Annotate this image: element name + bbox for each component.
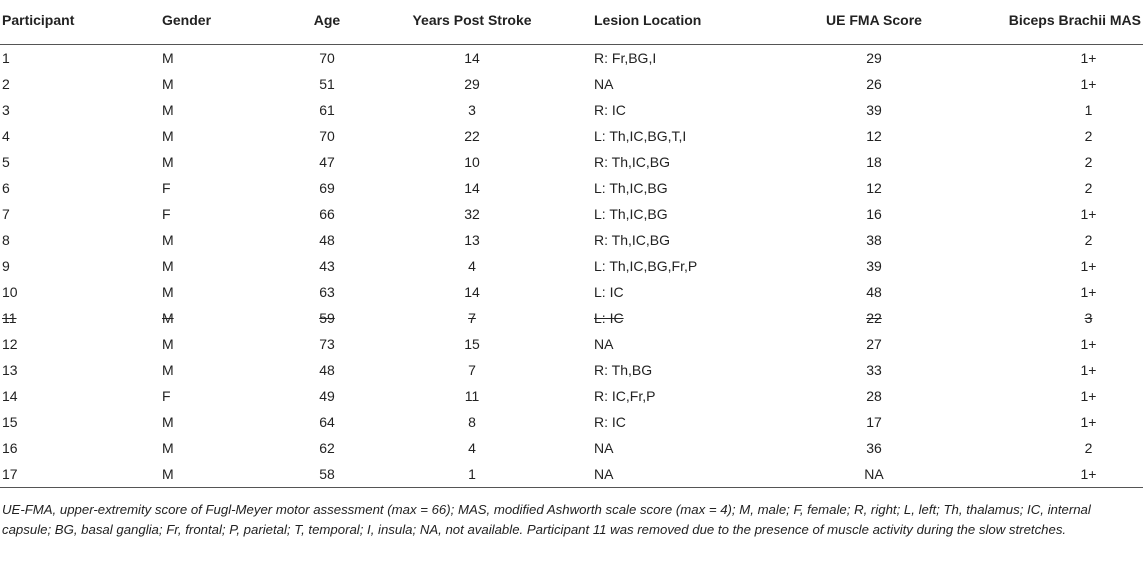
cell-gender — [162, 123, 272, 149]
cell-years-post-stroke — [382, 71, 562, 97]
cell-gender-text: M — [162, 232, 174, 248]
cell-ue-fma-score-text: 17 — [866, 414, 882, 430]
cell-years-post-stroke — [382, 279, 562, 305]
cell-lesion-location-text: NA — [594, 76, 614, 92]
cell-ue-fma-score — [784, 253, 964, 279]
cell-biceps-brachii-mas-text: 1+ — [1080, 258, 1097, 274]
cell-gender-text: F — [162, 388, 171, 404]
cell-participant — [0, 123, 162, 149]
cell-biceps-brachii-mas-text: 2 — [1084, 232, 1093, 248]
table-row — [0, 175, 1143, 201]
cell-gender — [162, 97, 272, 123]
cell-participant — [0, 71, 162, 97]
cell-lesion-location — [562, 279, 784, 305]
cell-ue-fma-score-text: 48 — [866, 284, 882, 300]
cell-years-post-stroke-text: 4 — [468, 440, 476, 456]
cell-age-text: 58 — [319, 466, 335, 482]
cell-participant-text: 6 — [2, 180, 10, 196]
cell-gender — [162, 357, 272, 383]
cell-biceps-brachii-mas-text: 1+ — [1080, 206, 1097, 222]
cell-years-post-stroke — [382, 461, 562, 488]
cell-ue-fma-score — [784, 331, 964, 357]
cell-age — [272, 227, 382, 253]
cell-years-post-stroke-text: 7 — [468, 362, 476, 378]
cell-ue-fma-score — [784, 409, 964, 435]
cell-lesion-location-text: NA — [594, 466, 614, 482]
cell-lesion-location — [562, 357, 784, 383]
cell-ue-fma-score-text: 36 — [866, 440, 882, 456]
table-row — [0, 71, 1143, 97]
cell-ue-fma-score — [784, 279, 964, 305]
cell-gender-text: M — [162, 414, 174, 430]
cell-biceps-brachii-mas — [964, 175, 1143, 201]
cell-lesion-location — [562, 461, 784, 488]
cell-participant-text: 7 — [2, 206, 10, 222]
cell-ue-fma-score — [784, 305, 964, 331]
cell-lesion-location — [562, 123, 784, 149]
cell-biceps-brachii-mas-text: 1+ — [1080, 336, 1097, 352]
cell-age — [272, 357, 382, 383]
cell-biceps-brachii-mas — [964, 201, 1143, 227]
cell-age-text: 48 — [319, 232, 335, 248]
cell-ue-fma-score-text: 22 — [866, 310, 882, 326]
cell-biceps-brachii-mas — [964, 435, 1143, 461]
cell-ue-fma-score-text: 18 — [866, 154, 882, 170]
cell-biceps-brachii-mas-text: 1+ — [1080, 76, 1097, 92]
cell-age-text: 62 — [319, 440, 335, 456]
cell-lesion-location-text: R: Th,BG — [594, 362, 653, 378]
table-row — [0, 45, 1143, 72]
cell-age-text: 69 — [319, 180, 335, 196]
cell-gender — [162, 149, 272, 175]
cell-age — [272, 201, 382, 227]
cell-lesion-location-text: L: Th,IC,BG,Fr,P — [594, 258, 698, 274]
cell-participant-text: 15 — [2, 414, 18, 430]
header-participant: Participant — [0, 0, 162, 45]
cell-age-text: 70 — [319, 128, 335, 144]
cell-lesion-location-text: NA — [594, 336, 614, 352]
cell-participant — [0, 461, 162, 488]
cell-ue-fma-score — [784, 97, 964, 123]
cell-years-post-stroke-text: 10 — [464, 154, 480, 170]
cell-participant-text: 9 — [2, 258, 10, 274]
cell-lesion-location — [562, 383, 784, 409]
cell-years-post-stroke — [382, 253, 562, 279]
cell-biceps-brachii-mas-text: 1+ — [1080, 388, 1097, 404]
cell-lesion-location — [562, 201, 784, 227]
cell-biceps-brachii-mas-text: 2 — [1084, 128, 1093, 144]
cell-years-post-stroke — [382, 357, 562, 383]
cell-gender — [162, 175, 272, 201]
cell-biceps-brachii-mas-text: 1+ — [1080, 362, 1097, 378]
header-biceps-brachii-mas: Biceps Brachii MAS — [964, 0, 1143, 45]
cell-years-post-stroke-text: 7 — [468, 310, 476, 326]
cell-biceps-brachii-mas — [964, 45, 1143, 72]
header-row — [0, 0, 1143, 45]
cell-participant — [0, 227, 162, 253]
cell-lesion-location-text: L: Th,IC,BG,T,I — [594, 128, 687, 144]
cell-ue-fma-score — [784, 149, 964, 175]
cell-participant-text: 5 — [2, 154, 10, 170]
cell-years-post-stroke-text: 29 — [464, 76, 480, 92]
cell-lesion-location — [562, 305, 784, 331]
cell-age-text: 47 — [319, 154, 335, 170]
cell-gender — [162, 253, 272, 279]
cell-years-post-stroke-text: 1 — [468, 466, 476, 482]
cell-participant — [0, 305, 162, 331]
table-row — [0, 123, 1143, 149]
cell-years-post-stroke-text: 13 — [464, 232, 480, 248]
cell-gender-text: M — [162, 466, 174, 482]
cell-age-text: 70 — [319, 50, 335, 66]
cell-biceps-brachii-mas — [964, 383, 1143, 409]
cell-participant — [0, 149, 162, 175]
cell-years-post-stroke — [382, 383, 562, 409]
cell-years-post-stroke-text: 22 — [464, 128, 480, 144]
cell-age — [272, 253, 382, 279]
header-years-post-stroke: Years Post Stroke — [382, 0, 562, 45]
cell-years-post-stroke — [382, 201, 562, 227]
cell-ue-fma-score — [784, 383, 964, 409]
cell-lesion-location — [562, 435, 784, 461]
cell-lesion-location — [562, 253, 784, 279]
cell-years-post-stroke-text: 11 — [464, 388, 480, 404]
table-row — [0, 409, 1143, 435]
cell-participant-text: 2 — [2, 76, 10, 92]
cell-ue-fma-score — [784, 123, 964, 149]
cell-lesion-location-text: L: IC — [594, 310, 624, 326]
cell-years-post-stroke-text: 14 — [464, 180, 480, 196]
cell-age-text: 59 — [319, 310, 335, 326]
cell-lesion-location — [562, 227, 784, 253]
cell-gender-text: F — [162, 206, 171, 222]
cell-participant — [0, 383, 162, 409]
table-row — [0, 357, 1143, 383]
cell-lesion-location — [562, 97, 784, 123]
cell-years-post-stroke — [382, 45, 562, 72]
cell-biceps-brachii-mas — [964, 461, 1143, 488]
table-row — [0, 305, 1143, 331]
cell-gender-text: M — [162, 50, 174, 66]
header-age: Age — [272, 0, 382, 45]
cell-age — [272, 383, 382, 409]
cell-age — [272, 45, 382, 72]
cell-ue-fma-score-text: NA — [864, 466, 884, 482]
cell-ue-fma-score — [784, 227, 964, 253]
cell-age — [272, 71, 382, 97]
cell-years-post-stroke — [382, 97, 562, 123]
cell-age — [272, 409, 382, 435]
table-footnote: UE-FMA, upper-extremity score of Fugl-Meyer motor assessment (max = 66); MAS, modified Ashworth scale score (max = 4); M, male; F, female; R, right; L, left; Th, thalamus; IC, internal capsule; BG, basal ganglia; Fr, frontal; P, parietal; T, temporal; I, insula; NA, not available. Participant 11 was removed due to the presence of muscle activity during the slow stretches. — [2, 502, 1091, 537]
cell-years-post-stroke-text: 8 — [468, 414, 476, 430]
cell-lesion-location-text: R: IC — [594, 102, 626, 118]
cell-lesion-location — [562, 331, 784, 357]
cell-gender-text: F — [162, 180, 171, 196]
cell-participant-text: 1 — [2, 50, 10, 66]
cell-ue-fma-score-text: 39 — [866, 102, 882, 118]
cell-participant-text: 3 — [2, 102, 10, 118]
cell-lesion-location — [562, 149, 784, 175]
cell-biceps-brachii-mas-text: 2 — [1084, 154, 1093, 170]
header-gender: Gender — [162, 0, 272, 45]
cell-lesion-location — [562, 175, 784, 201]
cell-gender-text: M — [162, 440, 174, 456]
cell-age-text: 49 — [319, 388, 335, 404]
cell-biceps-brachii-mas — [964, 71, 1143, 97]
cell-ue-fma-score — [784, 357, 964, 383]
cell-ue-fma-score-text: 28 — [866, 388, 882, 404]
cell-lesion-location — [562, 409, 784, 435]
cell-biceps-brachii-mas — [964, 331, 1143, 357]
cell-biceps-brachii-mas-text: 2 — [1084, 180, 1093, 196]
cell-lesion-location — [562, 71, 784, 97]
cell-age — [272, 279, 382, 305]
cell-years-post-stroke-text: 3 — [468, 102, 476, 118]
cell-gender-text: M — [162, 128, 174, 144]
cell-years-post-stroke — [382, 227, 562, 253]
cell-age-text: 66 — [319, 206, 335, 222]
cell-biceps-brachii-mas-text: 3 — [1084, 310, 1093, 326]
table-row — [0, 97, 1143, 123]
cell-participant-text: 17 — [2, 466, 18, 482]
cell-gender — [162, 201, 272, 227]
table-row — [0, 149, 1143, 175]
cell-age — [272, 123, 382, 149]
cell-gender-text: M — [162, 258, 174, 274]
cell-participant — [0, 201, 162, 227]
cell-ue-fma-score — [784, 45, 964, 72]
cell-gender — [162, 279, 272, 305]
cell-gender-text: M — [162, 76, 174, 92]
cell-participant-text: 12 — [2, 336, 18, 352]
cell-ue-fma-score-text: 26 — [866, 76, 882, 92]
cell-lesion-location-text: L: IC — [594, 284, 624, 300]
cell-age — [272, 331, 382, 357]
header-ue-fma-score: UE FMA Score — [784, 0, 964, 45]
cell-years-post-stroke — [382, 409, 562, 435]
cell-gender-text: M — [162, 310, 174, 326]
cell-biceps-brachii-mas — [964, 253, 1143, 279]
cell-participant — [0, 435, 162, 461]
cell-gender — [162, 71, 272, 97]
table-row — [0, 331, 1143, 357]
cell-age — [272, 461, 382, 488]
cell-biceps-brachii-mas-text: 1 — [1084, 102, 1093, 118]
cell-age-text: 61 — [319, 102, 335, 118]
cell-ue-fma-score-text: 33 — [866, 362, 882, 378]
cell-participant — [0, 279, 162, 305]
cell-years-post-stroke — [382, 435, 562, 461]
cell-gender-text: M — [162, 284, 174, 300]
cell-biceps-brachii-mas — [964, 357, 1143, 383]
cell-gender — [162, 409, 272, 435]
cell-age — [272, 435, 382, 461]
table-row — [0, 227, 1143, 253]
cell-ue-fma-score-text: 38 — [866, 232, 882, 248]
cell-age-text: 48 — [319, 362, 335, 378]
table-row — [0, 253, 1143, 279]
cell-age — [272, 175, 382, 201]
cell-ue-fma-score — [784, 435, 964, 461]
cell-ue-fma-score — [784, 461, 964, 488]
cell-participant-text: 4 — [2, 128, 10, 144]
cell-lesion-location-text: R: Th,IC,BG — [594, 154, 670, 170]
cell-years-post-stroke-text: 15 — [464, 336, 480, 352]
cell-years-post-stroke — [382, 305, 562, 331]
cell-ue-fma-score-text: 12 — [866, 128, 882, 144]
header-lesion-location: Lesion Location — [562, 0, 784, 45]
cell-years-post-stroke-text: 32 — [464, 206, 480, 222]
cell-biceps-brachii-mas-text: 1+ — [1080, 284, 1097, 300]
cell-ue-fma-score — [784, 175, 964, 201]
cell-gender-text: M — [162, 102, 174, 118]
cell-participant-text: 8 — [2, 232, 10, 248]
cell-gender — [162, 461, 272, 488]
cell-biceps-brachii-mas — [964, 227, 1143, 253]
cell-age-text: 64 — [319, 414, 335, 430]
cell-years-post-stroke — [382, 331, 562, 357]
cell-participant — [0, 357, 162, 383]
cell-biceps-brachii-mas-text: 2 — [1084, 440, 1093, 456]
cell-participant — [0, 45, 162, 72]
cell-ue-fma-score — [784, 201, 964, 227]
cell-participant — [0, 175, 162, 201]
cell-lesion-location — [562, 45, 784, 72]
cell-age — [272, 97, 382, 123]
table-row — [0, 383, 1143, 409]
cell-biceps-brachii-mas — [964, 97, 1143, 123]
table-row — [0, 201, 1143, 227]
cell-lesion-location-text: R: Th,IC,BG — [594, 232, 670, 248]
cell-lesion-location-text: NA — [594, 440, 614, 456]
cell-participant-text: 16 — [2, 440, 18, 456]
cell-lesion-location-text: L: Th,IC,BG — [594, 180, 668, 196]
cell-participant-text: 10 — [2, 284, 18, 300]
cell-participant-text: 13 — [2, 362, 18, 378]
cell-gender-text: M — [162, 154, 174, 170]
cell-years-post-stroke-text: 14 — [464, 50, 480, 66]
cell-participant-text: 14 — [2, 388, 18, 404]
cell-years-post-stroke — [382, 175, 562, 201]
cell-lesion-location-text: R: IC — [594, 414, 626, 430]
cell-lesion-location-text: R: IC,Fr,P — [594, 388, 656, 404]
cell-participant — [0, 97, 162, 123]
cell-gender — [162, 383, 272, 409]
cell-biceps-brachii-mas-text: 1+ — [1080, 50, 1097, 66]
cell-participant — [0, 253, 162, 279]
cell-age-text: 51 — [319, 76, 335, 92]
cell-gender — [162, 45, 272, 72]
cell-ue-fma-score-text: 27 — [866, 336, 882, 352]
cell-years-post-stroke-text: 4 — [468, 258, 476, 274]
cell-ue-fma-score-text: 16 — [866, 206, 882, 222]
cell-gender — [162, 305, 272, 331]
cell-biceps-brachii-mas — [964, 409, 1143, 435]
cell-biceps-brachii-mas-text: 1+ — [1080, 414, 1097, 430]
cell-participant-text: 11 — [2, 310, 17, 326]
cell-lesion-location-text: L: Th,IC,BG — [594, 206, 668, 222]
cell-biceps-brachii-mas — [964, 149, 1143, 175]
cell-gender — [162, 435, 272, 461]
cell-ue-fma-score-text: 39 — [866, 258, 882, 274]
cell-age-text: 73 — [319, 336, 335, 352]
cell-gender-text: M — [162, 336, 174, 352]
cell-ue-fma-score-text: 12 — [866, 180, 882, 196]
cell-biceps-brachii-mas — [964, 123, 1143, 149]
cell-participant — [0, 409, 162, 435]
cell-gender-text: M — [162, 362, 174, 378]
table-row — [0, 279, 1143, 305]
cell-biceps-brachii-mas — [964, 305, 1143, 331]
table-row — [0, 435, 1143, 461]
cell-age-text: 63 — [319, 284, 335, 300]
cell-lesion-location-text: R: Fr,BG,I — [594, 50, 657, 66]
cell-gender — [162, 227, 272, 253]
cell-age — [272, 149, 382, 175]
table-body — [0, 45, 1143, 488]
cell-ue-fma-score-text: 29 — [866, 50, 882, 66]
cell-years-post-stroke-text: 14 — [464, 284, 480, 300]
cell-ue-fma-score — [784, 71, 964, 97]
cell-participant — [0, 331, 162, 357]
table-header — [0, 0, 1143, 45]
cell-age-text: 43 — [319, 258, 335, 274]
cell-gender — [162, 331, 272, 357]
cell-years-post-stroke — [382, 149, 562, 175]
table-row — [0, 461, 1143, 488]
cell-age — [272, 305, 382, 331]
cell-biceps-brachii-mas — [964, 279, 1143, 305]
cell-years-post-stroke — [382, 123, 562, 149]
cell-biceps-brachii-mas-text: 1+ — [1080, 466, 1097, 482]
